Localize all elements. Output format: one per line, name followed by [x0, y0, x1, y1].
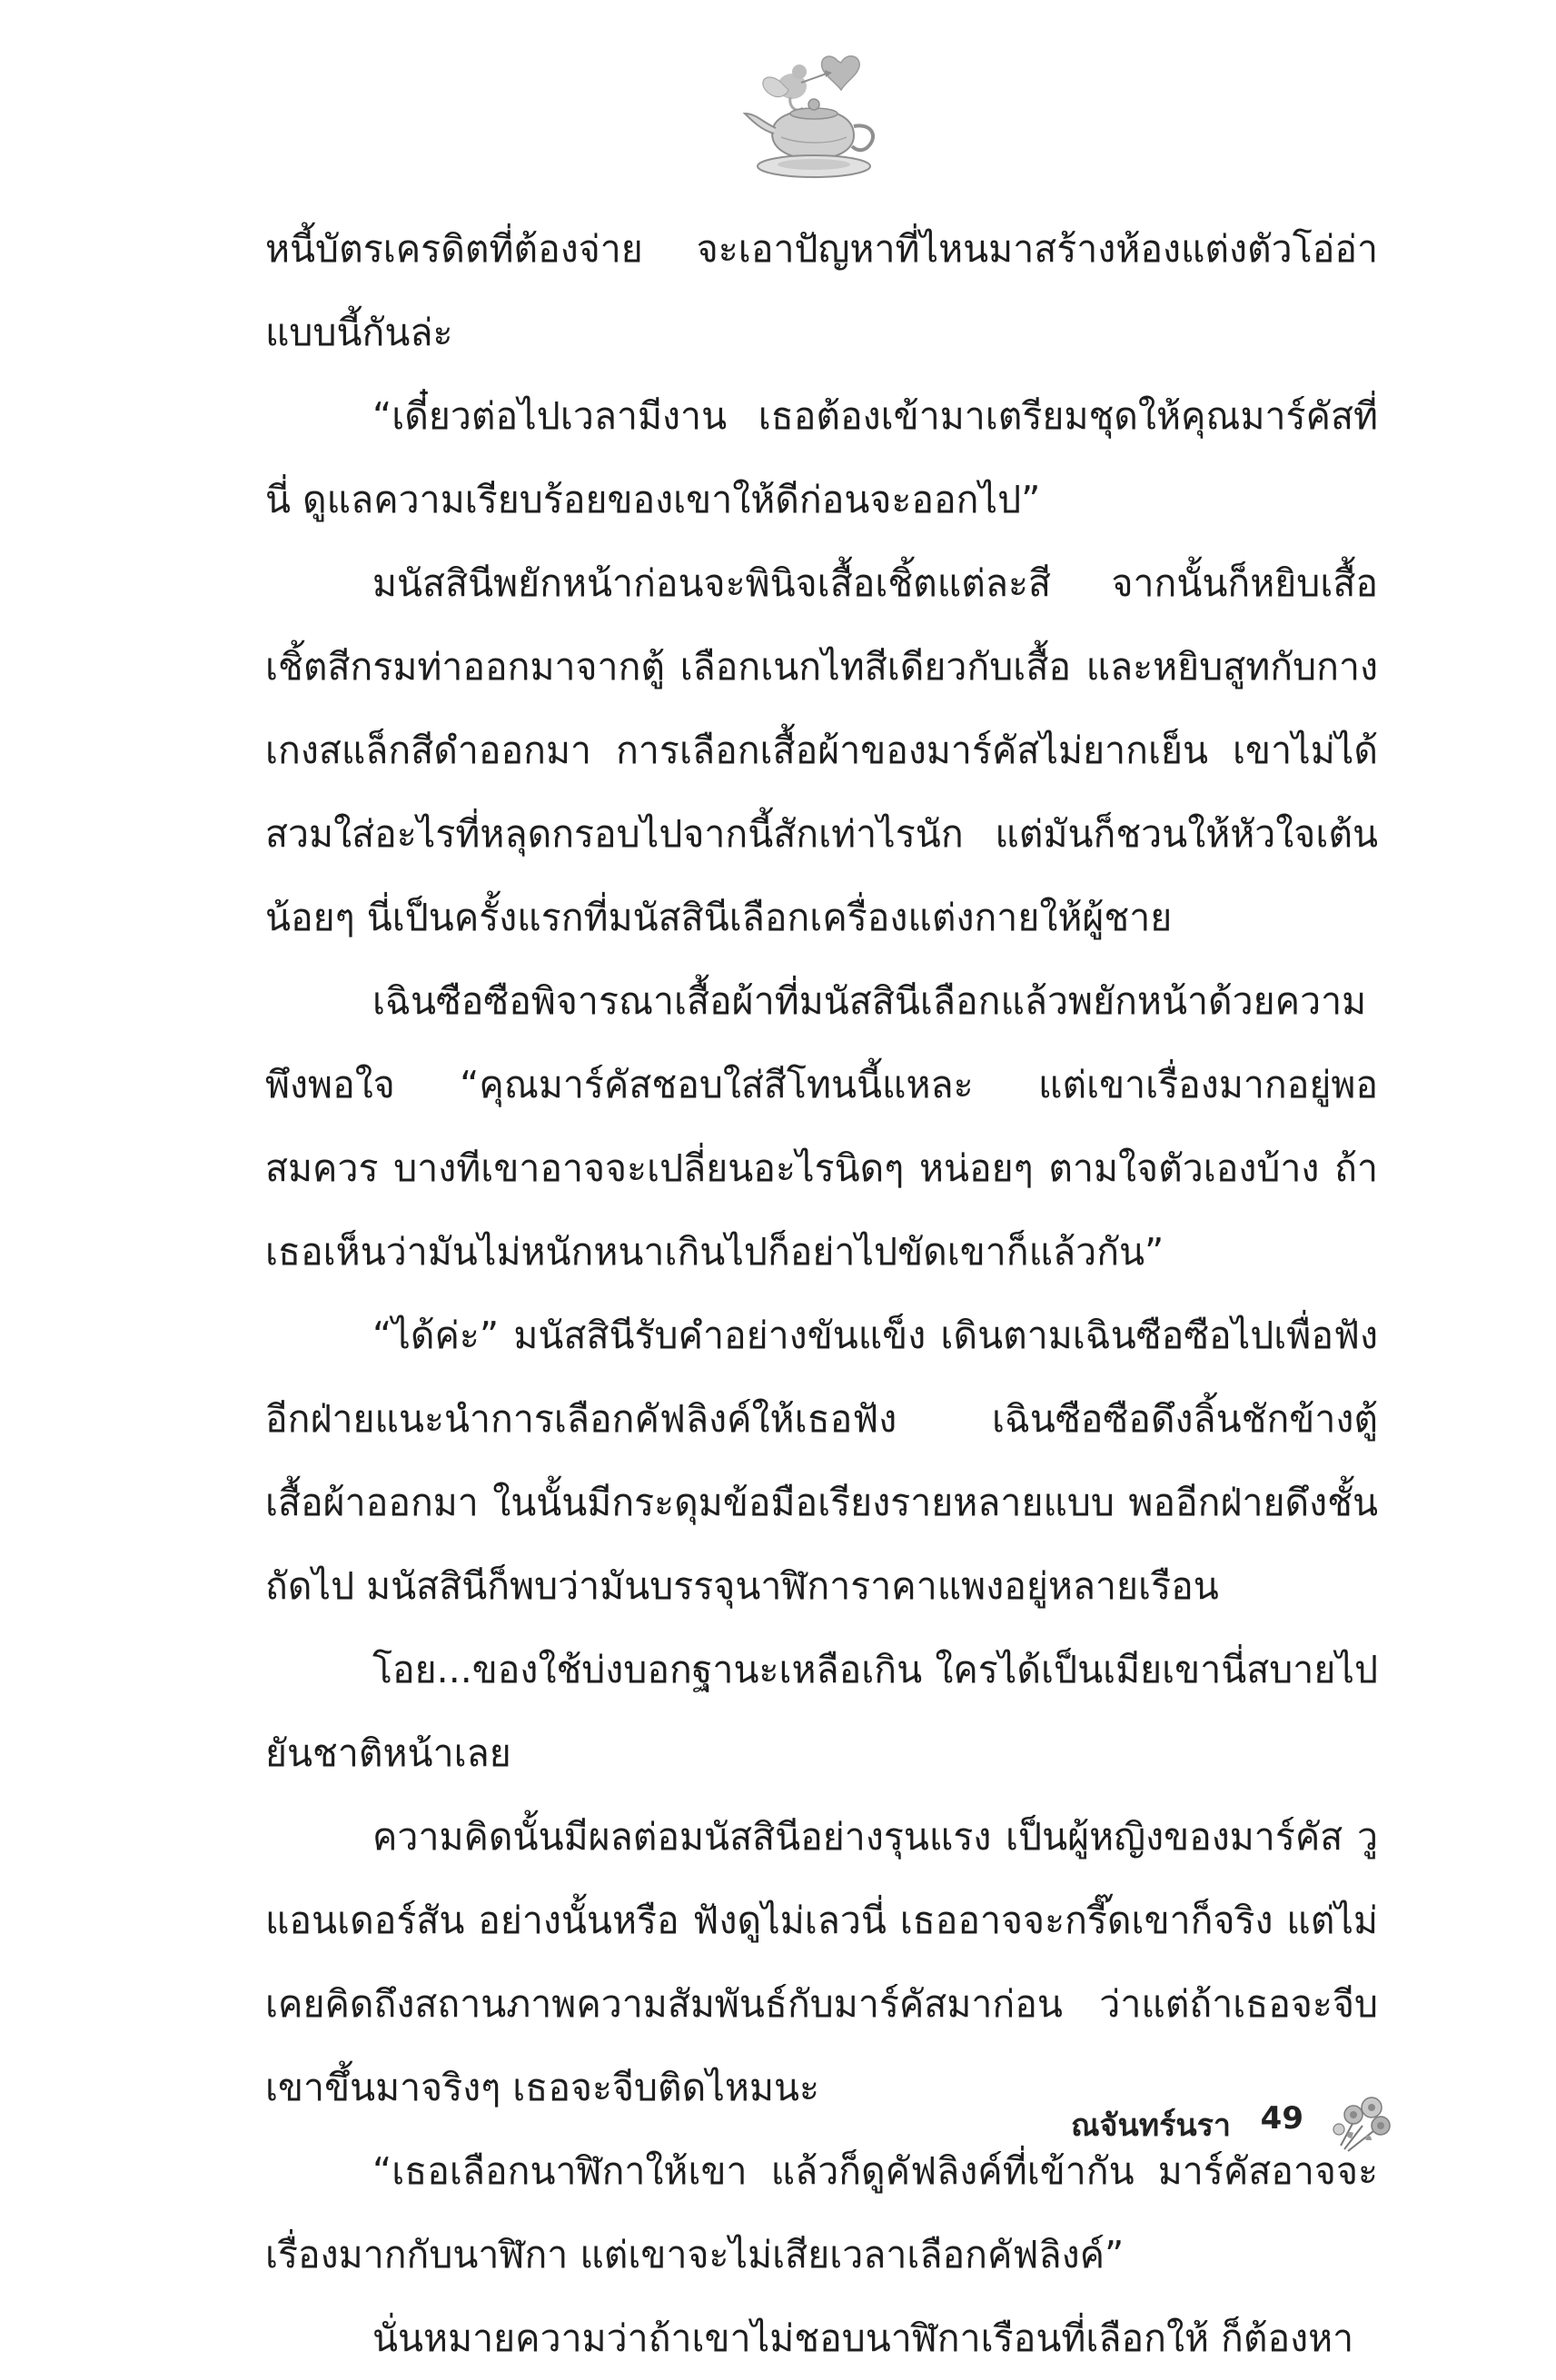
paragraph: มนัสสินีพยักหน้าก่อนจะพินิจเสื้อเชิ้ตแต่ละสี จากนั้นก็หยิบเสื้อเชิ้ตสีกรมท่าออกมาจากตู้ เลือกเนกไทสีเดียวกับเสื้อ และหยิบสูทกับกางเกงสแล็กสีดำออกมา การเลือกเสื้อผ้าของมาร์คัสไม่ยากเย็น เขาไม่ได้สวมใส่อะไรที่หลุดกรอบไปจากนี้สักเท่าไรนัก แต่มันก็ชวนให้หัวใจเต้นน้อยๆ นี่เป็นครั้งแรกที่มนัสสินีเลือกเครื่องแต่งกายให้ผู้ชาย [265, 561, 1378, 939]
flower-bouquet-icon [1326, 2086, 1399, 2158]
paragraph: ความคิดนั้นมีผลต่อมนัสสินีอย่างรุนแรง เป็นผู้หญิงของมาร์คัส วู แอนเดอร์สัน อย่างนั้นหรือ ฟังดูไม่เลวนี่ เธออาจจะกรี๊ดเขาก็จริง แต่ไม่เคยคิดถึงสถานภาพความสัมพันธ์กับมาร์คัสมาก่อน ว่าแต่ถ้าเธอจะจีบเขาขึ้นมาจริงๆ เธอจะจีบติดไหมนะ [265, 1815, 1378, 2109]
teapot-cupid-ornament-icon [736, 50, 890, 200]
paragraph: “เดี๋ยวต่อไปเวลามีงาน เธอต้องเข้ามาเตรียมชุดให้คุณมาร์คัสที่นี่ ดูแลความเรียบร้อยของเขาให้ดีก่อนจะออกไป” [265, 394, 1378, 521]
paragraph: “ได้ค่ะ” มนัสสินีรับคำอย่างขันแข็ง เดินตามเฉินซือซือไปเพื่อฟังอีกฝ่ายแนะนำการเลือกคัฟลิงค์ให้เธอฟัง เฉินซือซือดึงลิ้นชักข้างตู้เสื้อผ้าออกมา ในนั้นมีกระดุมข้อมือเรียงรายหลายแบบ พออีกฝ่ายดึงชั้นถัดไป มนัสสินีก็พบว่ามันบรรจุนาฬิการาคาแพงอยู่หลายเรือน [265, 1314, 1378, 1608]
paragraph: เฉินซือซือพิจารณาเสื้อผ้าที่มนัสสินีเลือกแล้วพยักหน้าด้วยความพึงพอใจ “คุณมาร์คัสชอบใส่สีโทนนี้แหละ แต่เขาเรื่องมากอยู่พอสมควร บางทีเขาอาจจะเปลี่ยนอะไรนิดๆ หน่อยๆ ตามใจตัวเองบ้าง ถ้าเธอเห็นว่ามันไม่หนักหนาเกินไปก็อย่าไปขัดเขาก็แล้วกัน” [265, 979, 1378, 1274]
body-text [265, 207, 1378, 2380]
author-name: ณจันทร์นรา [1071, 2107, 1231, 2144]
paragraph: นั่นหมายความว่าถ้าเขาไม่ชอบนาฬิกาเรือนที่เลือกให้ ก็ต้องหา [372, 2316, 1354, 2360]
paragraph: “เธอเลือกนาฬิกาให้เขา แล้วก็ดูคัฟลิงค์ที่เข้ากัน มาร์คัสอาจจะเรื่องมากกับนาฬิกา แต่เขาจะไม่เสียเวลาเลือกคัฟลิงค์” [265, 2149, 1378, 2276]
paragraph: หนี้บัตรเครดิตที่ต้องจ่าย จะเอาปัญหาที่ไหนมาสร้างห้องแต่งตัวโอ่อ่าแบบนี้กันล่ะ [265, 227, 1378, 354]
paragraph: โอย...ของใช้บ่งบอกฐานะเหลือเกิน ใครได้เป็นเมียเขานี่สบายไปยันชาติหน้าเลย [265, 1648, 1378, 1775]
page-number: 49 [1260, 2100, 1303, 2137]
page-footer [1071, 2086, 1417, 2167]
